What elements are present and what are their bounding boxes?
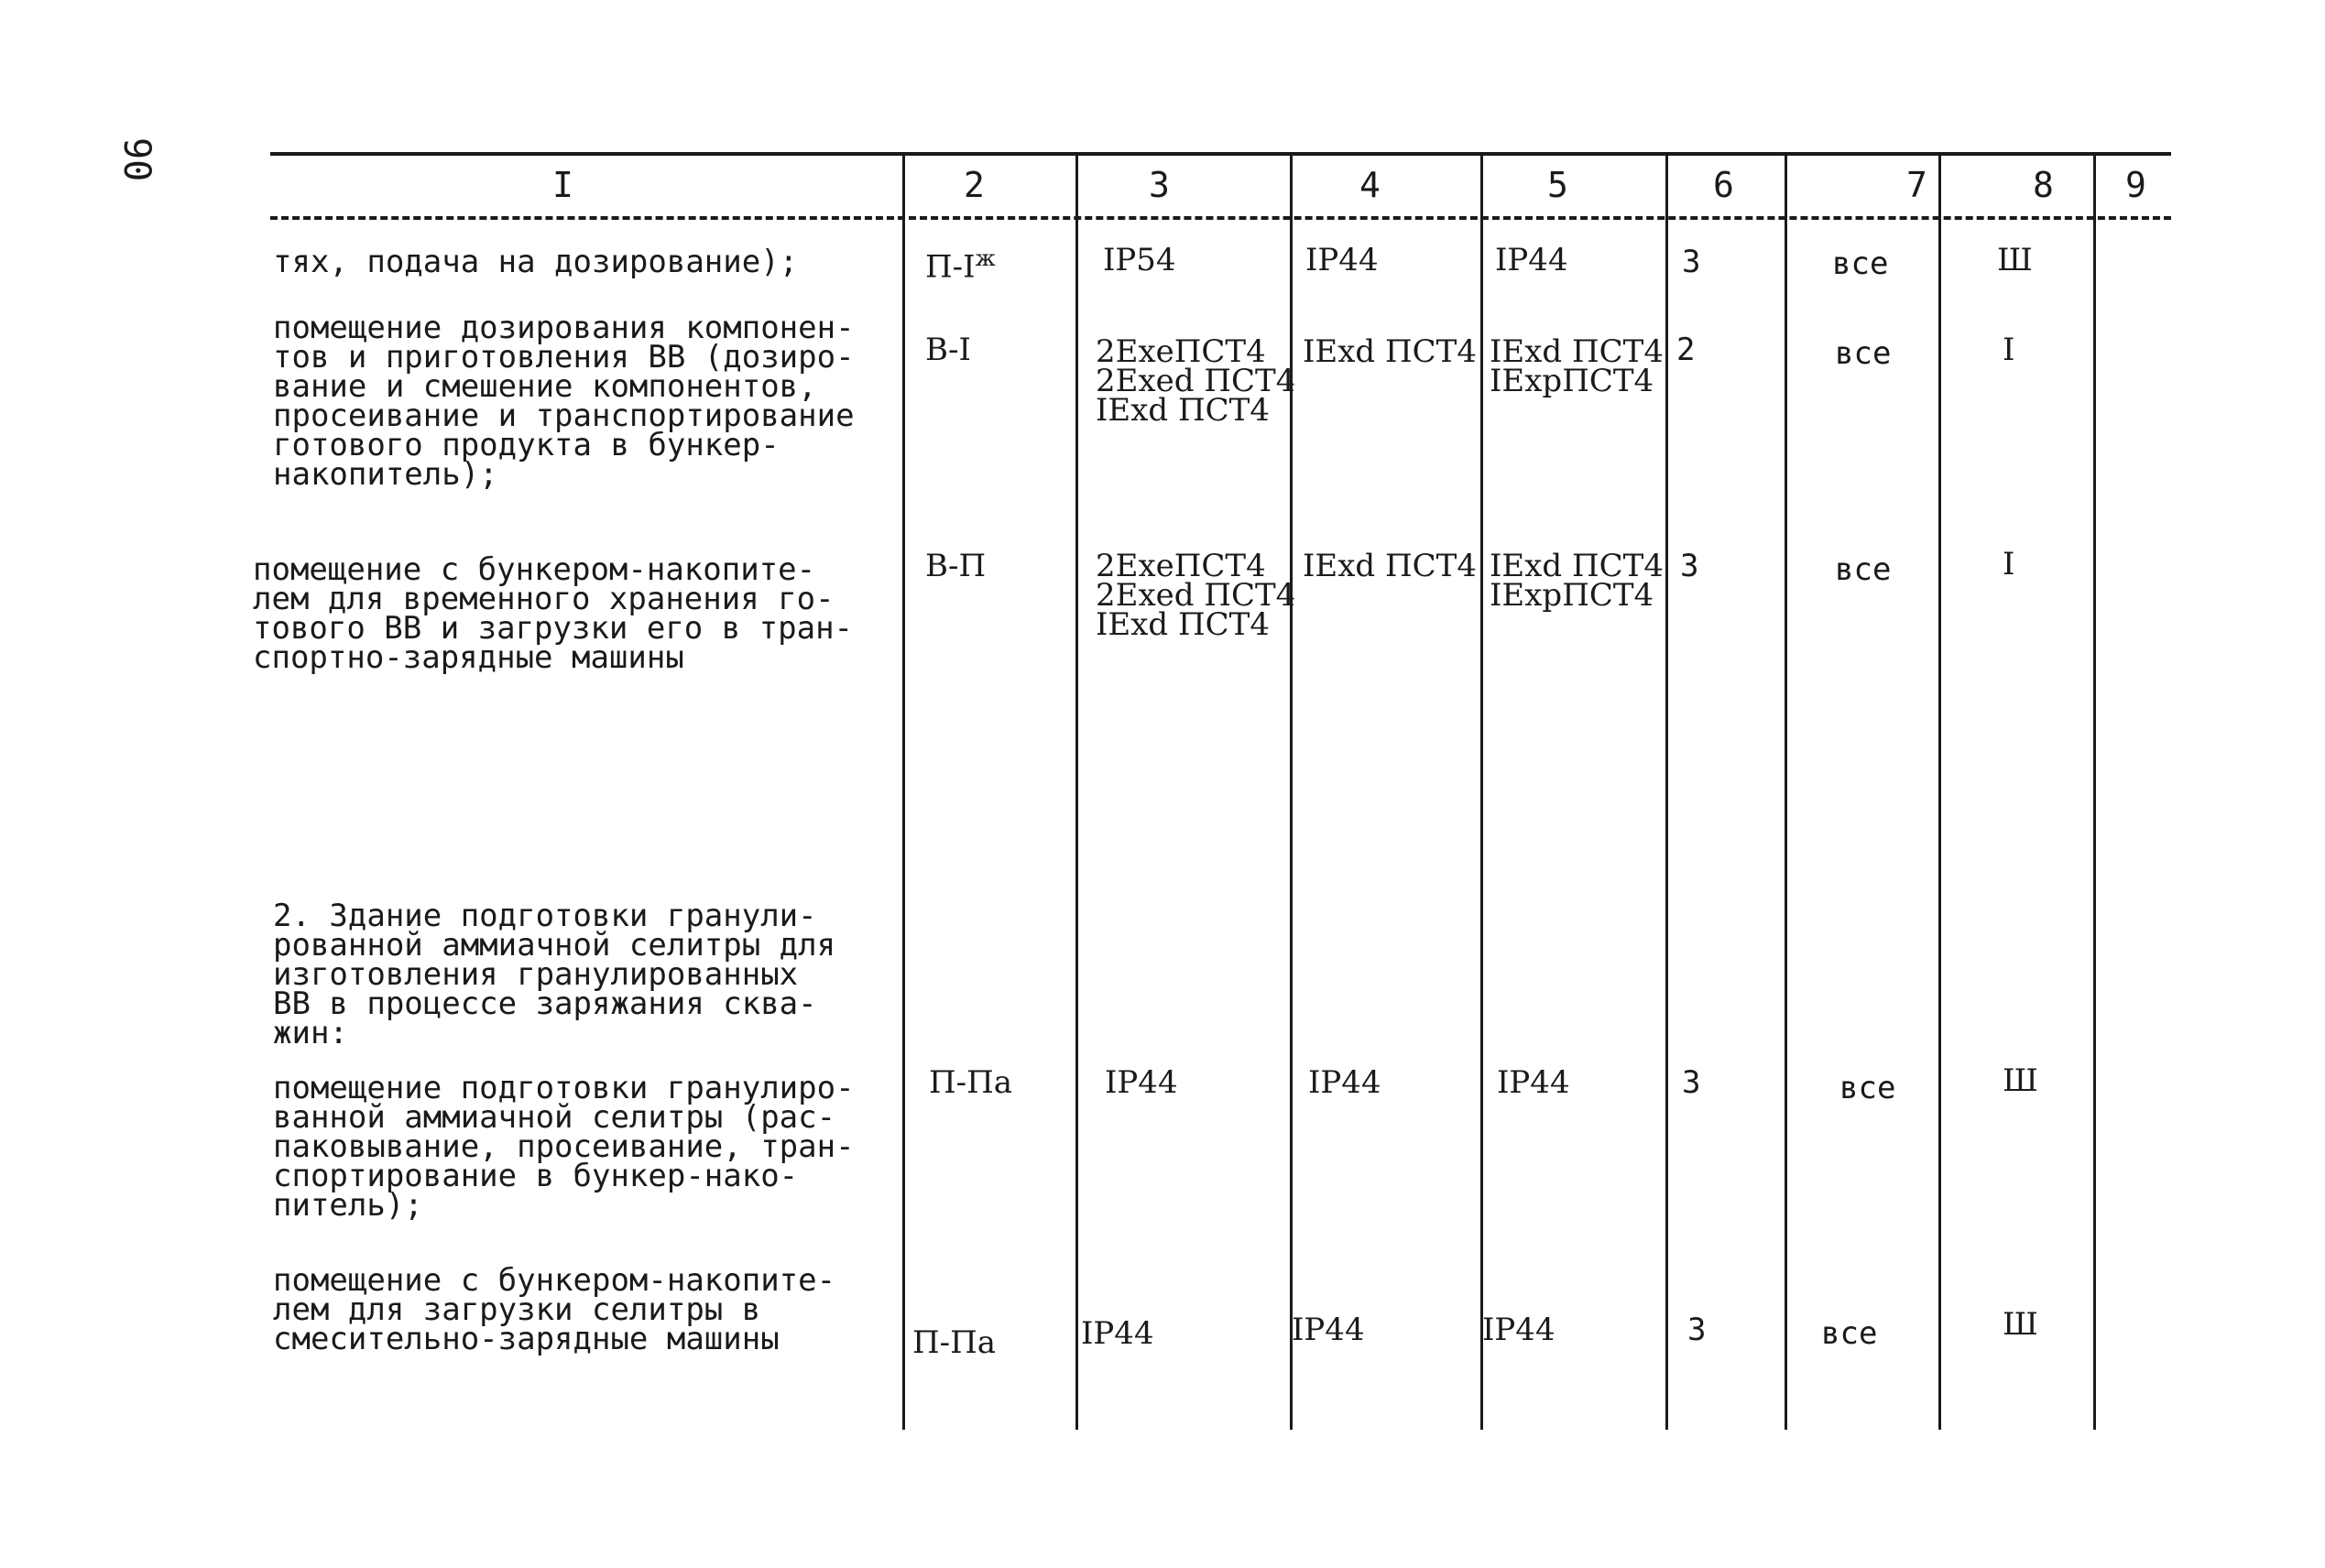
protection-level-col4: IP44	[1308, 1064, 1381, 1101]
header-cell-5: 5	[1547, 165, 1568, 205]
explosion-zone-class: В-Ι	[925, 332, 971, 368]
column-divider	[1480, 152, 1483, 1430]
header-cell-4: 4	[1359, 165, 1381, 205]
explosion-zone-class: В-П	[925, 548, 987, 584]
col6-value: 2	[1676, 332, 1696, 368]
col6-value: 3	[1682, 1064, 1701, 1101]
row-description: помещение подготовки гранулиро- ванной аммиачной селитры (рас- паковывание, просеивание, тран- спортирование в бункер-нако- питель);	[273, 1070, 855, 1224]
header-cell-7: 7	[1906, 165, 1927, 205]
row-description: помещение с бункером-накопите- лем для загрузки селитры в смесительно-зарядные машины	[273, 1262, 836, 1357]
protection-level-col3: 2ExeПСТ4 2Exed ПСТ4 IExd ПСТ4	[1096, 333, 1296, 429]
protection-level-col4: IExd ПСТ4	[1303, 333, 1477, 370]
col8-value: Ш	[2003, 1306, 2038, 1343]
col7-value: все	[1839, 1070, 1896, 1106]
col7-value: все	[1832, 245, 1889, 282]
col7-value: все	[1821, 1315, 1878, 1352]
footnote-mark: ж	[975, 245, 996, 271]
explosion-zone-class	[925, 244, 996, 286]
column-divider	[1665, 152, 1668, 1430]
column-divider	[1785, 152, 1787, 1430]
column-divider	[2093, 152, 2096, 1430]
protection-level-col5: IExd ПСТ4 IExpПСТ4	[1490, 548, 1664, 614]
explosion-zone-class: П-Па	[912, 1324, 997, 1361]
table-header-rule	[270, 216, 2171, 220]
col8-value: I	[2003, 332, 2015, 368]
header-cell-1: I	[552, 165, 573, 205]
header-cell-2: 2	[964, 165, 985, 205]
col8-value: I	[2003, 546, 2015, 583]
column-divider	[902, 152, 905, 1430]
col7-value: все	[1835, 335, 1892, 372]
protection-level-col4: IP44	[1305, 242, 1379, 278]
explosion-zone-class: П-Па	[929, 1064, 1013, 1101]
col7-value: все	[1835, 551, 1892, 588]
header-cell-9: 9	[2125, 165, 2146, 205]
protection-level-col5: IP44	[1482, 1312, 1555, 1348]
header-cell-6: 6	[1713, 165, 1734, 205]
zone-class-text: П-I	[925, 248, 976, 286]
table-top-rule	[270, 152, 2171, 156]
col6-value: 3	[1680, 548, 1699, 584]
protection-level-col3: 2ExeПСТ4 2Exed ПСТ4 IExd ПСТ4	[1096, 548, 1296, 643]
header-cell-3: 3	[1149, 165, 1170, 205]
protection-level-col5: IP44	[1495, 242, 1568, 278]
protection-level-col3: IP44	[1105, 1064, 1178, 1101]
col8-value: Ш	[2003, 1062, 2038, 1099]
row-description: тях, подача на дозирование);	[273, 244, 799, 280]
protection-level-col4: IExd ПСТ4	[1303, 548, 1477, 584]
protection-level-col5: IExd ПСТ4 IExpПСТ4	[1490, 333, 1664, 399]
header-cell-8: 8	[2033, 165, 2054, 205]
column-divider	[1938, 152, 1941, 1430]
column-divider	[1075, 152, 1078, 1430]
protection-level-col3: IP54	[1103, 242, 1176, 278]
page-number: 90	[115, 137, 158, 182]
protection-level-col3: IP44	[1081, 1315, 1154, 1352]
col8-value: Ш	[1997, 242, 2033, 278]
row-description: помещение с бункером-накопите- лем для временного хранения го- тового ВВ и загрузки его в тран- спортно-зарядные машины	[253, 551, 854, 676]
protection-level-col4: IP44	[1292, 1312, 1365, 1348]
section-heading: 2. Здание подготовки гранули- рованной аммиачной селитры для изготовления гранулированных ВВ в процессе заряжания сква- жин:	[273, 898, 836, 1051]
protection-level-col5: IP44	[1497, 1064, 1570, 1101]
col6-value: 3	[1687, 1312, 1707, 1348]
row-description: помещение дозирования компонен- тов и приготовления ВВ (дозиро- вание и смешение компонентов, просеивание и транспортирование готового продукта в бункер- накопитель);	[273, 310, 855, 493]
col6-value: 3	[1682, 244, 1701, 280]
